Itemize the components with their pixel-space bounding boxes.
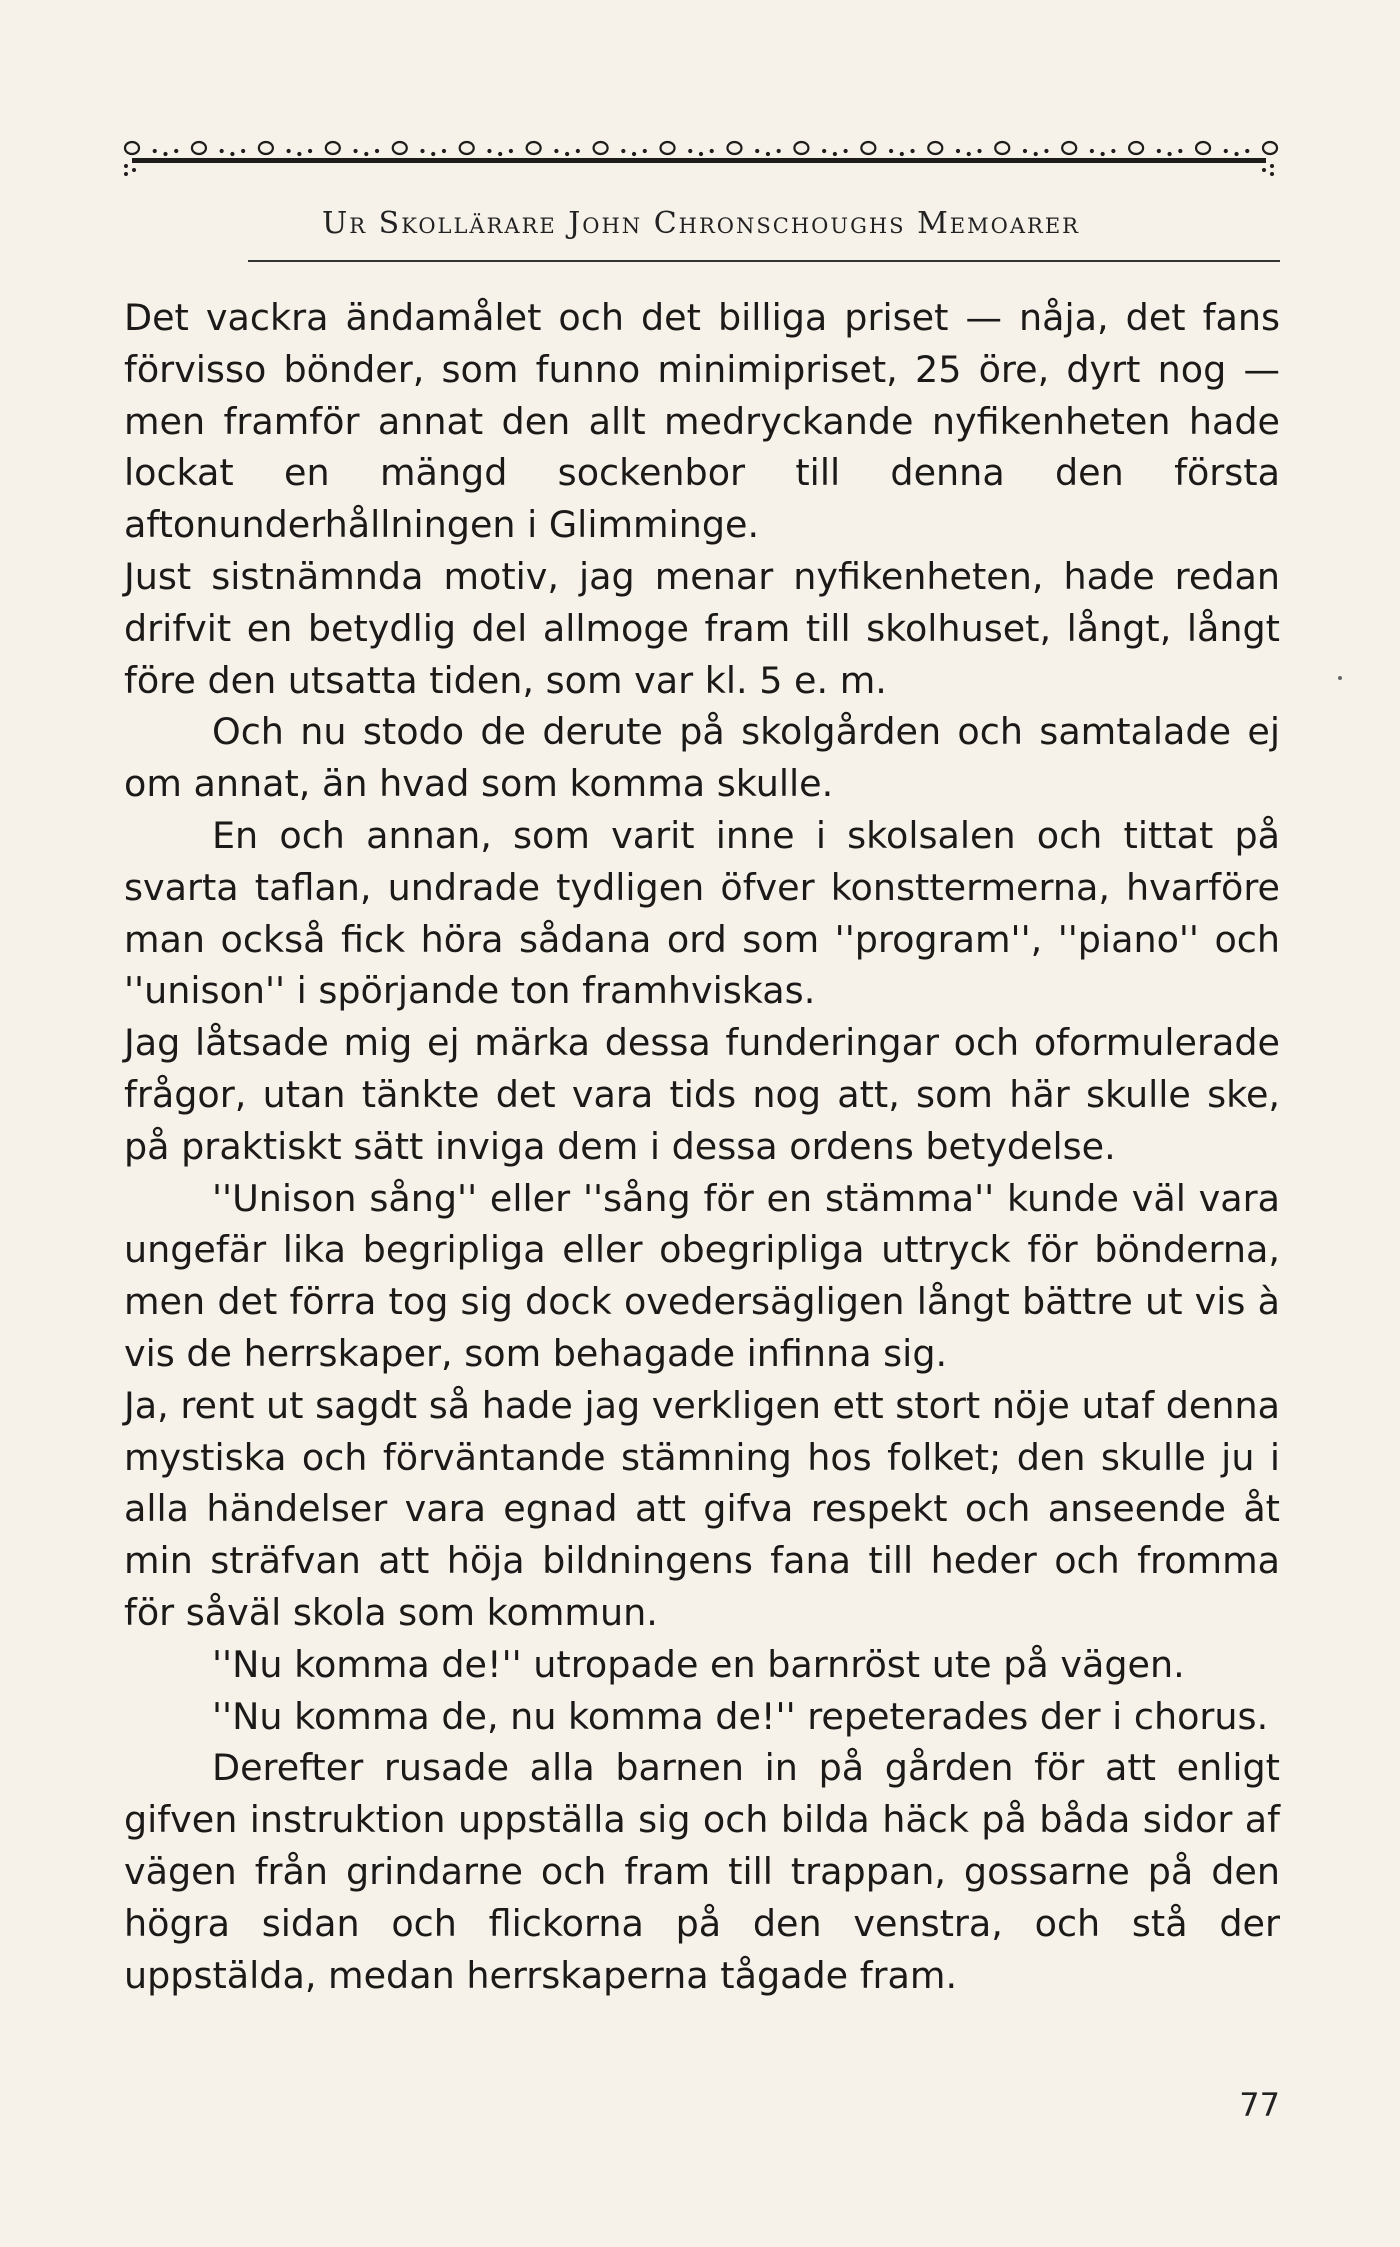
- ornament-dot: [766, 152, 770, 156]
- paragraph: Derefter rusade alla barnen in på gården för att enligt gifven instruktion uppställa sig och bilda häck på båda sidor af vägen från grindarne och fram till trappan, gossarne på den högra sidan och flickorna på den venstra, och stå der uppstälda, medan herrskaperna tågade fram.: [124, 1746, 1280, 1997]
- ornament-dot: [163, 152, 167, 156]
- ornament-ring: [460, 142, 474, 154]
- ornament-dot: [822, 149, 826, 153]
- ornament-dot: [688, 149, 692, 153]
- ornament-ring: [594, 142, 608, 154]
- ornament-dot: [241, 149, 245, 153]
- body-text: [124, 292, 1280, 2001]
- ornament-dot: [554, 149, 558, 153]
- paragraph: Jag låtsade mig ej märka dessa funderingar och oformulerade frågor, utan tänkte det vara tids nog att, som här skulle ske, på praktiskt sätt inviga dem i dessa ordens betydelse.: [124, 1021, 1280, 1168]
- ornament-dot: [1270, 172, 1274, 176]
- ornament-dot: [977, 149, 981, 153]
- ornament-ring: [1263, 142, 1277, 154]
- paragraph: ''Unison sång'' eller ''sång för en stämma'' kunde väl vara ungefär lika begripliga eller obegripliga uttryck för bönderna, men det förra tog sig dock ovedersägligen långt bättre ut vis à vis de herrskaper, som behagade infinna sig.: [124, 1176, 1280, 1375]
- paragraph: Det vackra ändamålet och det billiga priset — nåja, det fans förvisso bönder, som funno minimipriset, 25 öre, dyrt nog — men framför annat den allt medryckande nyfikenheten hade lockat en mängd sockenbor till denna den första aftonunderhållningen i Glimminge.: [124, 296, 1280, 547]
- ornamental-border-icon: [122, 124, 1280, 184]
- ornament-dot: [124, 164, 128, 168]
- ornament-dot: [1167, 152, 1171, 156]
- ornament-ring: [794, 142, 808, 154]
- running-head: Ur Skollärare John Chronschoughs Memoarer: [322, 206, 1080, 241]
- ornament-dot: [967, 152, 971, 156]
- ornament-dot: [956, 149, 960, 153]
- ornament-ring: [1196, 142, 1210, 154]
- ornament-dot: [777, 149, 781, 153]
- ornament-dot: [1034, 152, 1038, 156]
- paragraph: ''Nu komma de!'' utropade en barnröst ute på vägen.: [212, 1642, 1185, 1686]
- ornament-rule: [132, 158, 1266, 163]
- ornament-ring: [326, 142, 340, 154]
- ornament-ring: [995, 142, 1009, 154]
- ornament-ring: [1129, 142, 1143, 154]
- ornament-dot: [442, 149, 446, 153]
- ornament-dot: [297, 152, 301, 156]
- ornament-dot: [1023, 149, 1027, 153]
- ornament-dot: [230, 152, 234, 156]
- ornament-dot: [287, 149, 291, 153]
- ornament-dot: [910, 149, 914, 153]
- header-ornament: [122, 124, 1280, 184]
- ornament-dot: [699, 152, 703, 156]
- ornament-dot: [220, 149, 224, 153]
- ornament-dot: [498, 152, 502, 156]
- ornament-dot: [431, 152, 435, 156]
- header-rule: [248, 260, 1280, 262]
- ornament-ring: [125, 142, 139, 154]
- ornament-dot: [565, 152, 569, 156]
- page-number: 77: [1239, 2086, 1280, 2124]
- ornament-ring: [861, 142, 875, 154]
- ornament-dot: [174, 149, 178, 153]
- ornament-dot: [1178, 149, 1182, 153]
- ornament-dot: [308, 149, 312, 153]
- ornament-dot: [643, 149, 647, 153]
- ornament-dot: [1044, 149, 1048, 153]
- ornament-ring: [527, 142, 541, 154]
- ornament-ring: [393, 142, 407, 154]
- ornament-ring: [1062, 142, 1076, 154]
- ornament-dot: [1111, 149, 1115, 153]
- ornament-dot: [1245, 149, 1249, 153]
- ornament-dot: [889, 149, 893, 153]
- ornament-dot: [1157, 149, 1161, 153]
- ornament-dot: [1101, 152, 1105, 156]
- paragraph: En och annan, som varit inne i skolsalen och tittat på svarta taflan, undrade tydligen öfver konsttermerna, hvarföre man också fick höra sådana ord som ''program'', ''piano'' och ''unison'' i spörjande ton framhviskas.: [124, 813, 1280, 1013]
- ornament-dot: [900, 152, 904, 156]
- paper-speck: [1338, 676, 1342, 680]
- ornament-dot: [487, 149, 491, 153]
- ornament-ring: [727, 142, 741, 154]
- ornament-dot: [375, 149, 379, 153]
- ornament-dot: [153, 149, 157, 153]
- paragraph: ''Nu komma de, nu komma de!'' repeterades der i chorus.: [212, 1694, 1269, 1738]
- ornament-dot: [132, 168, 136, 172]
- ornament-dot: [621, 149, 625, 153]
- ornament-dot: [632, 152, 636, 156]
- ornament-ring: [259, 142, 273, 154]
- ornament-dot: [710, 149, 714, 153]
- ornament-ring: [661, 142, 675, 154]
- ornament-dot: [124, 172, 128, 176]
- ornament-dot: [755, 149, 759, 153]
- ornament-dot: [1090, 149, 1094, 153]
- ornament-dot: [1224, 149, 1228, 153]
- ornament-dot: [576, 149, 580, 153]
- ornament-ring: [192, 142, 206, 154]
- ornament-dot: [1270, 164, 1274, 168]
- paragraph: Och nu stodo de derute på skolgården och samtalade ej om annat, än hvad som komma skulle.: [124, 710, 1280, 806]
- paragraph: Ja, rent ut sagdt så hade jag verkligen ett stort nöje utaf denna mystiska och förväntande stämning hos folket; den skulle ju i alla händelser vara egnad att gifva respekt och anseende åt min sträfvan att höja bildningens fana till heder och fromma för såväl skola som kommun.: [124, 1383, 1281, 1634]
- ornament-dot: [364, 152, 368, 156]
- ornament-dot: [833, 152, 837, 156]
- ornament-dot: [420, 149, 424, 153]
- ornament-dot: [844, 149, 848, 153]
- ornament-dot: [1262, 168, 1266, 172]
- ornament-dot: [1234, 152, 1238, 156]
- ornament-dot: [509, 149, 513, 153]
- paragraph: Just sistnämnda motiv, jag menar nyfikenheten, hade redan drifvit en betydlig del allmoge fram till skolhuset, långt, långt före den utsatta tiden, som var kl. 5 e. m.: [124, 554, 1280, 702]
- ornament-ring: [928, 142, 942, 154]
- ornament-dot: [353, 149, 357, 153]
